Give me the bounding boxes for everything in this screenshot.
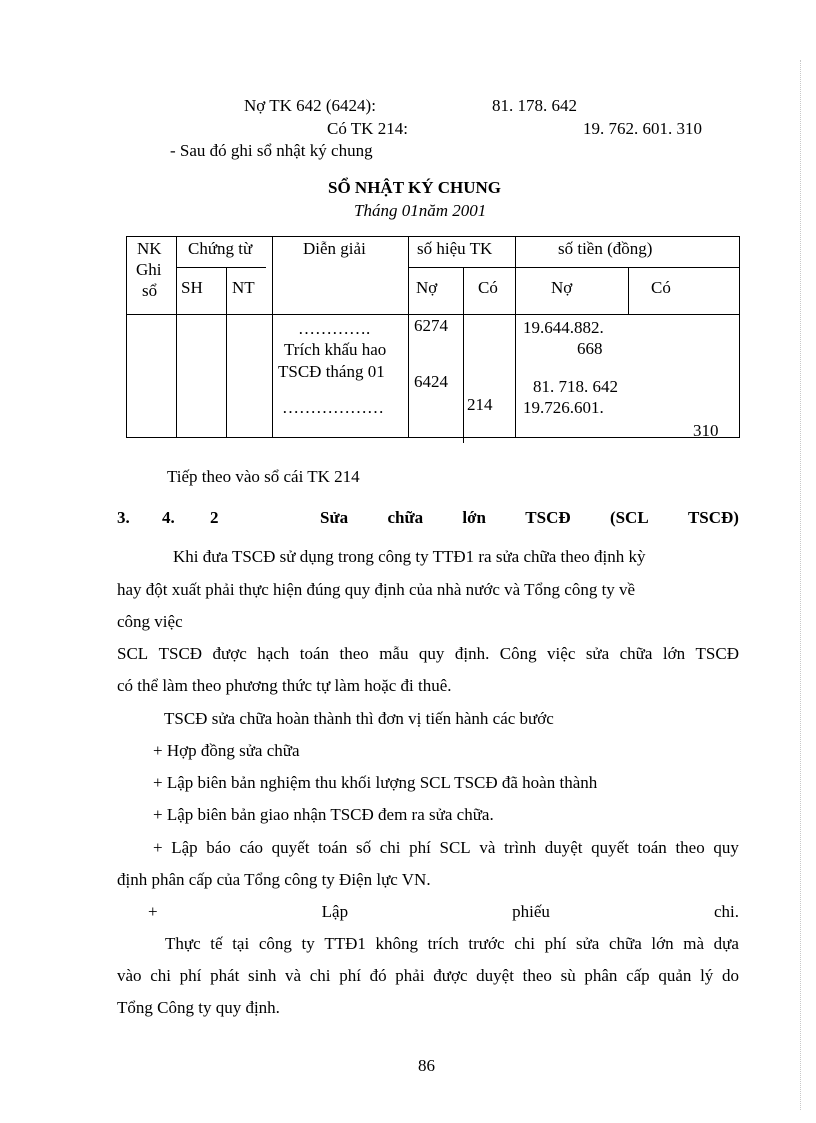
word: duyệt bbox=[476, 966, 514, 985]
paragraph-1-line-1: Khi đưa TSCĐ sử dụng trong công ty TTĐ1 ra sửa chữa theo định kỳ bbox=[173, 547, 646, 566]
word: phát bbox=[210, 966, 240, 985]
word: định. bbox=[454, 644, 490, 663]
paragraph-2-line-1 bbox=[117, 644, 739, 664]
step-4-line-1 bbox=[153, 838, 739, 858]
section-title bbox=[320, 508, 739, 528]
entry-debit-amount: 81. 178. 642 bbox=[492, 96, 577, 115]
word: cấp bbox=[626, 966, 650, 985]
word: theo bbox=[675, 838, 705, 857]
word: và bbox=[285, 966, 302, 985]
word: đó bbox=[369, 966, 387, 985]
word: không bbox=[375, 934, 419, 953]
entry-credit-label: Có TK 214: bbox=[327, 119, 408, 138]
entry-debit-label: Nợ TK 642 (6424): bbox=[244, 96, 376, 115]
word: toán bbox=[637, 838, 667, 857]
row-amount-debit-3: 19.726.601. bbox=[523, 398, 604, 417]
word: toán bbox=[299, 644, 330, 663]
journal-table bbox=[126, 236, 740, 438]
word: trước bbox=[468, 934, 505, 953]
word: duyệt bbox=[544, 838, 583, 857]
word: phí bbox=[179, 966, 202, 985]
word: tế bbox=[210, 934, 223, 953]
word: phí bbox=[544, 934, 567, 953]
word: chữa bbox=[619, 644, 653, 663]
word: sù bbox=[560, 966, 576, 985]
word: sinh bbox=[248, 966, 277, 985]
word: chi. bbox=[713, 902, 739, 921]
word: phiếu bbox=[512, 902, 550, 921]
paragraph-2-line-2: có thể làm theo phương thức tự làm hoặc đi thuê. bbox=[117, 676, 452, 695]
section-title-word: chữa bbox=[387, 508, 424, 527]
word: quản bbox=[658, 966, 692, 985]
header-nt: NT bbox=[232, 278, 255, 297]
scan-edge-mark bbox=[800, 60, 801, 1110]
step-2: + Lập biên bản nghiệm thu khối lượng SCL TSCĐ đã hoàn thành bbox=[153, 773, 598, 792]
word: Lập bbox=[321, 902, 349, 921]
section-title-word: Sửa bbox=[320, 508, 349, 527]
word: quy bbox=[713, 838, 739, 857]
next-line: Tiếp theo vào sổ cái TK 214 bbox=[167, 467, 360, 486]
word: và bbox=[479, 838, 496, 857]
word: trình bbox=[503, 838, 537, 857]
header-amount: số tiền (đồng) bbox=[558, 239, 653, 258]
word: SCL bbox=[117, 644, 149, 663]
word: + bbox=[153, 838, 163, 857]
entry-credit-amount: 19. 762. 601. 310 bbox=[583, 119, 702, 138]
word: + bbox=[148, 902, 158, 921]
word: báo bbox=[206, 838, 231, 857]
header-sh: SH bbox=[181, 278, 203, 297]
word: được bbox=[212, 644, 247, 663]
word: Công bbox=[499, 644, 537, 663]
paragraph-1-line-2: hay đột xuất phải thực hiện đúng quy định của nhà nước và Tổng công ty về bbox=[117, 580, 636, 599]
word: theo bbox=[522, 966, 552, 985]
journal-title: SỔ NHẬT KÝ CHUNG bbox=[328, 178, 502, 197]
row-desc-dots-top: …………. bbox=[298, 319, 371, 338]
header-amount-debit: Nợ bbox=[551, 278, 573, 297]
paragraph-1-line-3: công việc bbox=[117, 612, 183, 631]
header-ghi: Ghi bbox=[136, 260, 162, 279]
word: mà bbox=[683, 934, 705, 953]
section-title-word: (SCL bbox=[609, 508, 649, 527]
word: sửa bbox=[585, 644, 610, 663]
word: phí bbox=[409, 838, 431, 857]
row-amount-credit: 310 bbox=[693, 421, 719, 440]
header-credit: Có bbox=[478, 278, 498, 297]
word: lý bbox=[700, 966, 714, 985]
word: lớn bbox=[651, 934, 674, 953]
journal-subtitle: Tháng 01năm 2001 bbox=[354, 201, 487, 220]
row-amount-debit-2: 81. 718. 642 bbox=[533, 377, 618, 396]
word: Lập bbox=[171, 838, 198, 857]
word: chi bbox=[150, 966, 171, 985]
row-desc-line2: TSCĐ tháng 01 bbox=[278, 362, 385, 381]
header-amount-credit: Có bbox=[651, 278, 671, 297]
row-desc-dots-bottom: ……………… bbox=[282, 398, 384, 417]
word: theo bbox=[339, 644, 369, 663]
word: được bbox=[433, 966, 468, 985]
word: dựa bbox=[713, 934, 739, 953]
step-4-line-2: định phân cấp của Tổng công ty Điện lực VN. bbox=[117, 870, 431, 889]
word: sửa bbox=[575, 934, 600, 953]
word: trích bbox=[427, 934, 459, 953]
word: lớn bbox=[662, 644, 686, 663]
section-title-word: TSCĐ bbox=[525, 508, 571, 527]
word: phân bbox=[584, 966, 618, 985]
header-so: sổ bbox=[142, 281, 158, 300]
word: số bbox=[355, 838, 372, 857]
page-number: 86 bbox=[418, 1056, 435, 1075]
word: tại bbox=[232, 934, 250, 953]
row-debit-acc-1: 6274 bbox=[414, 316, 448, 335]
header-debit: Nợ bbox=[416, 278, 438, 297]
section-title-word: TSCĐ) bbox=[687, 508, 739, 527]
word: hạch bbox=[257, 644, 290, 663]
row-desc-line1: Trích khấu hao bbox=[284, 340, 387, 359]
word: quyết bbox=[271, 838, 310, 857]
word: vào bbox=[117, 966, 142, 985]
word: mẫu bbox=[379, 644, 409, 663]
word: phải bbox=[395, 966, 425, 985]
section-number-2: 4. bbox=[162, 508, 175, 527]
paragraph-3: TSCĐ sửa chữa hoàn thành thì đơn vị tiến hành các bước bbox=[164, 709, 554, 728]
header-description: Diễn giải bbox=[303, 239, 366, 258]
row-debit-acc-2: 6424 bbox=[414, 372, 448, 391]
word: chi bbox=[514, 934, 535, 953]
section-number-1: 3. bbox=[117, 508, 130, 527]
word: TSCĐ bbox=[695, 644, 739, 663]
step-3: + Lập biên bản giao nhận TSCĐ đem ra sửa chữa. bbox=[153, 805, 494, 824]
word: Thực bbox=[165, 934, 201, 953]
word: ty bbox=[301, 934, 315, 953]
word: quy bbox=[418, 644, 445, 663]
header-voucher: Chứng từ bbox=[188, 239, 253, 258]
row-amount-debit-1b: 668 bbox=[577, 339, 603, 358]
word: chi bbox=[309, 966, 331, 985]
word: TSCĐ bbox=[158, 644, 203, 663]
word: toán bbox=[318, 838, 348, 857]
word: SCL bbox=[439, 838, 471, 857]
word: phí bbox=[339, 966, 361, 985]
paragraph-4-line-3: Tổng Công ty quy định. bbox=[117, 998, 280, 1017]
word: cáo bbox=[239, 838, 264, 857]
entry-note: - Sau đó ghi sổ nhật ký chung bbox=[170, 141, 373, 160]
paragraph-4-line-1 bbox=[165, 934, 739, 954]
word: quyết bbox=[591, 838, 629, 857]
paragraph-4-line-2 bbox=[117, 966, 739, 986]
section-title-word: lớn bbox=[462, 508, 487, 527]
word: do bbox=[721, 966, 739, 985]
word: TTĐ1 bbox=[324, 934, 366, 953]
word: việc bbox=[547, 644, 576, 663]
header-nk: NK bbox=[137, 239, 162, 258]
header-account-no: số hiệu TK bbox=[417, 239, 493, 258]
step-5 bbox=[148, 902, 739, 922]
step-1: + Hợp đồng sửa chữa bbox=[153, 741, 300, 760]
word: công bbox=[258, 934, 292, 953]
section-number-3: 2 bbox=[210, 508, 219, 527]
word: chữa bbox=[608, 934, 642, 953]
row-credit-acc: 214 bbox=[467, 395, 493, 414]
word: chi bbox=[379, 838, 401, 857]
row-amount-debit-1a: 19.644.882. bbox=[523, 318, 604, 337]
